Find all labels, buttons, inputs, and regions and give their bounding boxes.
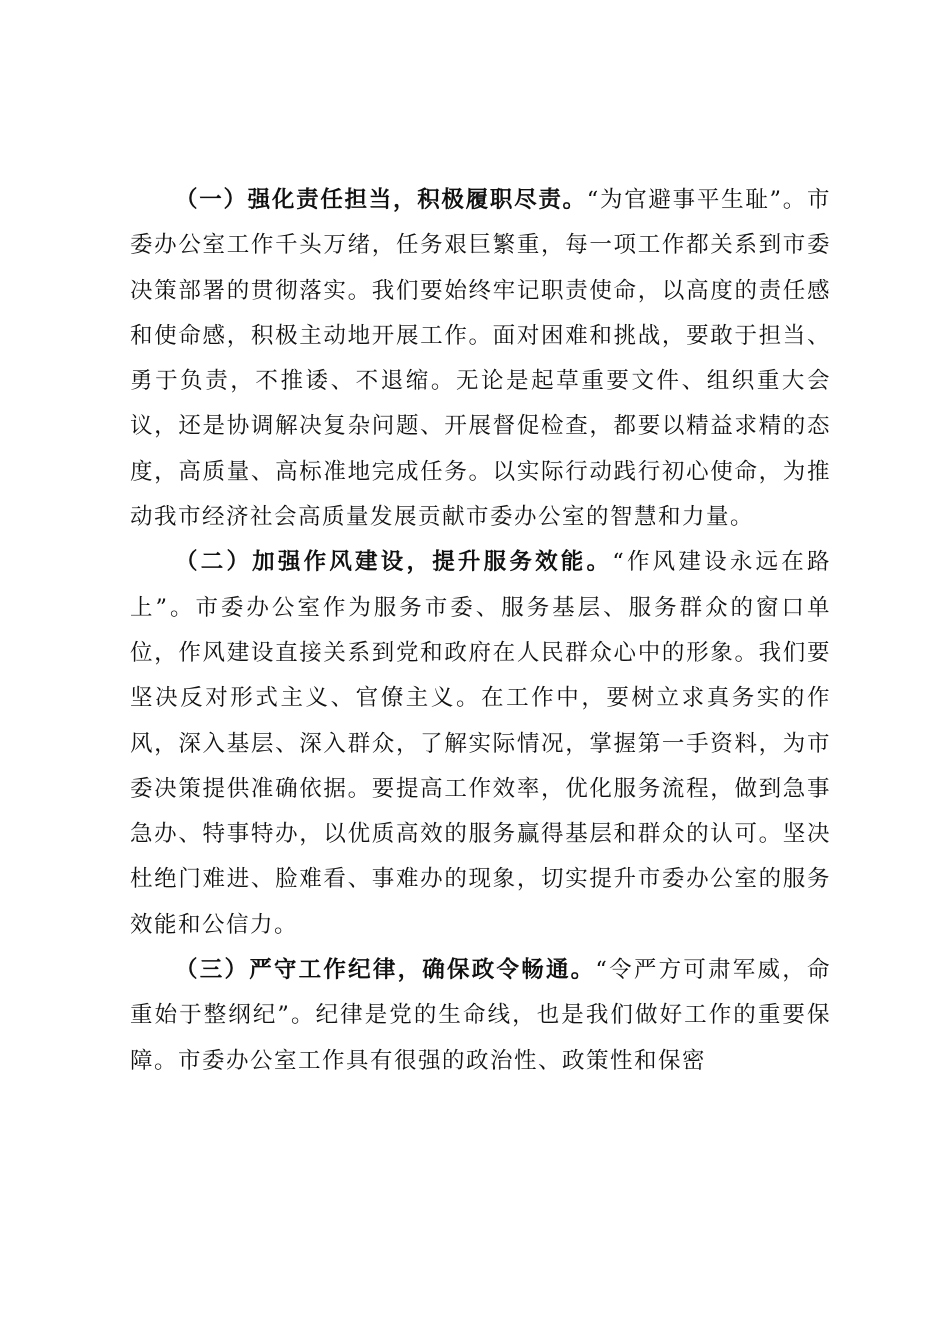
section-body-2: “作风建设永远在路上”。市委办公室作为服务市委、服务基层、服务群众的窗口单位，作风建设直接关系到党和政府在人民群众心中的形象。我们要坚决反对形式主义、官僚主义。在工作中，要树立求真务实的作风，深入基层、深入群众，了解实际情况，掌握第一手资料，为市委决策提供准确依据。要提高工作效率，优化服务流程，做到急事急办、特事特办，以优质高效的服务赢得基层和群众的认可。坚决杜绝门难进、脸难看、事难办的现象，切实提升市委办公室的服务效能和公信力。 — [130, 549, 831, 938]
document-body — [130, 178, 831, 1084]
section-heading-2: （二）加强作风建设，提升服务效能。 — [175, 549, 613, 576]
section-body-3: “令严方可肃军威，命重始于整纲纪”。纪律是党的生命线，也是我们做好工作的重要保障。市委办公室工作具有很强的政治性、政策性和保密 — [130, 957, 831, 1074]
section-heading-1: （一）强化责任担当，积极履职尽责。 — [175, 187, 587, 213]
section-heading-3: （三）严守工作纪律，确保政令畅通。 — [175, 957, 596, 984]
paragraph-section-1 — [130, 178, 831, 540]
paragraph-section-3 — [130, 948, 831, 1084]
paragraph-section-2 — [130, 540, 831, 948]
section-body-1: “为官避事平生耻”。市委办公室工作千头万绪，任务艰巨繁重，每一项工作都关系到市委决策部署的贯彻落实。我们要始终牢记职责使命，以高度的责任感和使命感，积极主动地开展工作。面对困难和挑战，要敢于担当、勇于负责，不推诿、不退缩。无论是起草重要文件、组织重大会议，还是协调解决复杂问题、开展督促检查，都要以精益求精的态度，高质量、高标准地完成任务。以实际行动践行初心使命，为推动我市经济社会高质量发展贡献市委办公室的智慧和力量。 — [130, 187, 831, 531]
